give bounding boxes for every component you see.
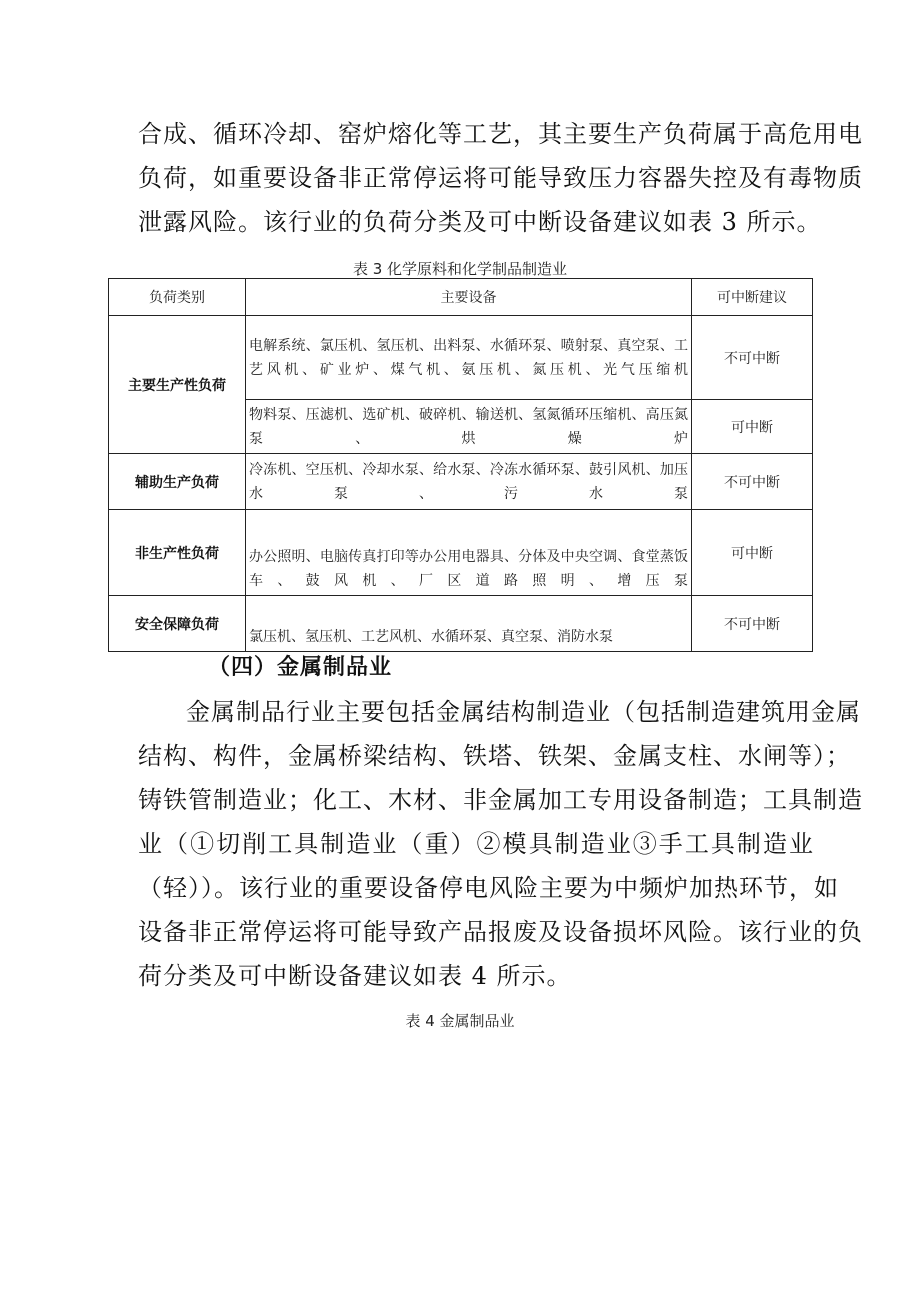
table3: [108, 278, 813, 652]
table-row: [109, 510, 813, 596]
header-equipment: 主要设备: [246, 279, 692, 316]
body-line: （轻））。该行业的重要设备停电风险主要为中频炉加热环节，如: [138, 874, 839, 902]
section-heading: （四）金属制品业: [208, 655, 393, 680]
equipment-cell: 办公照明、电脑传真打印等办公用电器具、分体及中央空调、食堂蒸饭车、鼓风机、厂区道路照明、增压泵: [246, 510, 692, 596]
table3-caption: 表 3 化学原料和化学制品制造业: [352, 260, 568, 278]
intro-paragraph: [138, 112, 863, 244]
table-row: [109, 454, 813, 510]
category-cell: 辅助生产负荷: [109, 454, 246, 510]
category-cell: 安全保障负荷: [109, 596, 246, 652]
equipment-cell: 电解系统、氯压机、氢压机、出料泵、水循环泵、喷射泵、真空泵、工艺风机、矿业炉、煤气机、氨压机、氮压机、光气压缩机: [246, 316, 692, 400]
header-advice: 可中断建议: [692, 279, 813, 316]
equipment-cell: 冷冻机、空压机、冷却水泵、给水泵、冷冻水循环泵、鼓引风机、加压水泵、污水泵: [246, 454, 692, 510]
advice-cell: 可中断: [692, 400, 813, 454]
advice-cell: 不可中断: [692, 596, 813, 652]
advice-cell: 不可中断: [692, 454, 813, 510]
category-cell: 主要生产性负荷: [109, 316, 246, 454]
intro-line: 合成、循环冷却、窑炉熔化等工艺，其主要生产负荷属于高危用电: [138, 120, 863, 148]
category-cell: 非生产性负荷: [109, 510, 246, 596]
body-paragraph: [138, 690, 863, 998]
equipment-cell: 物料泵、压滤机、选矿机、破碎机、输送机、氢氮循环压缩机、高压氮泵、烘燥炉: [246, 400, 692, 454]
body-line: 荷分类及可中断设备建议如表 4 所示。: [138, 962, 572, 990]
header-category: 负荷类别: [109, 279, 246, 316]
body-line: 金属制品行业主要包括金属结构制造业（包括制造建筑用金属: [186, 698, 861, 726]
intro-line: 泄露风险。该行业的负荷分类及可中断设备建议如表 3 所示。: [138, 208, 822, 236]
table-row: [109, 596, 813, 652]
body-line: 结构、构件，金属桥梁结构、铁塔、铁架、金属支柱、水闸等）；: [138, 742, 851, 770]
advice-cell: 不可中断: [692, 316, 813, 400]
table4-caption: 表 4 金属制品业: [405, 1012, 515, 1030]
intro-line: 负荷，如重要设备非正常停运将可能导致压力容器失控及有毒物质: [138, 164, 863, 192]
body-line: 铸铁管制造业；化工、木材、非金属加工专用设备制造；工具制造: [138, 786, 863, 814]
body-line: 业（①切削工具制造业（重）②模具制造业③手工具制造业: [138, 830, 814, 858]
body-line: 设备非正常停运将可能导致产品报废及设备损坏风险。该行业的负: [138, 918, 863, 946]
table-row: [109, 316, 813, 400]
advice-cell: 可中断: [692, 510, 813, 596]
table-header-row: [109, 279, 813, 316]
equipment-cell: 氯压机、氢压机、工艺风机、水循环泵、真空泵、消防水泵: [246, 596, 692, 652]
